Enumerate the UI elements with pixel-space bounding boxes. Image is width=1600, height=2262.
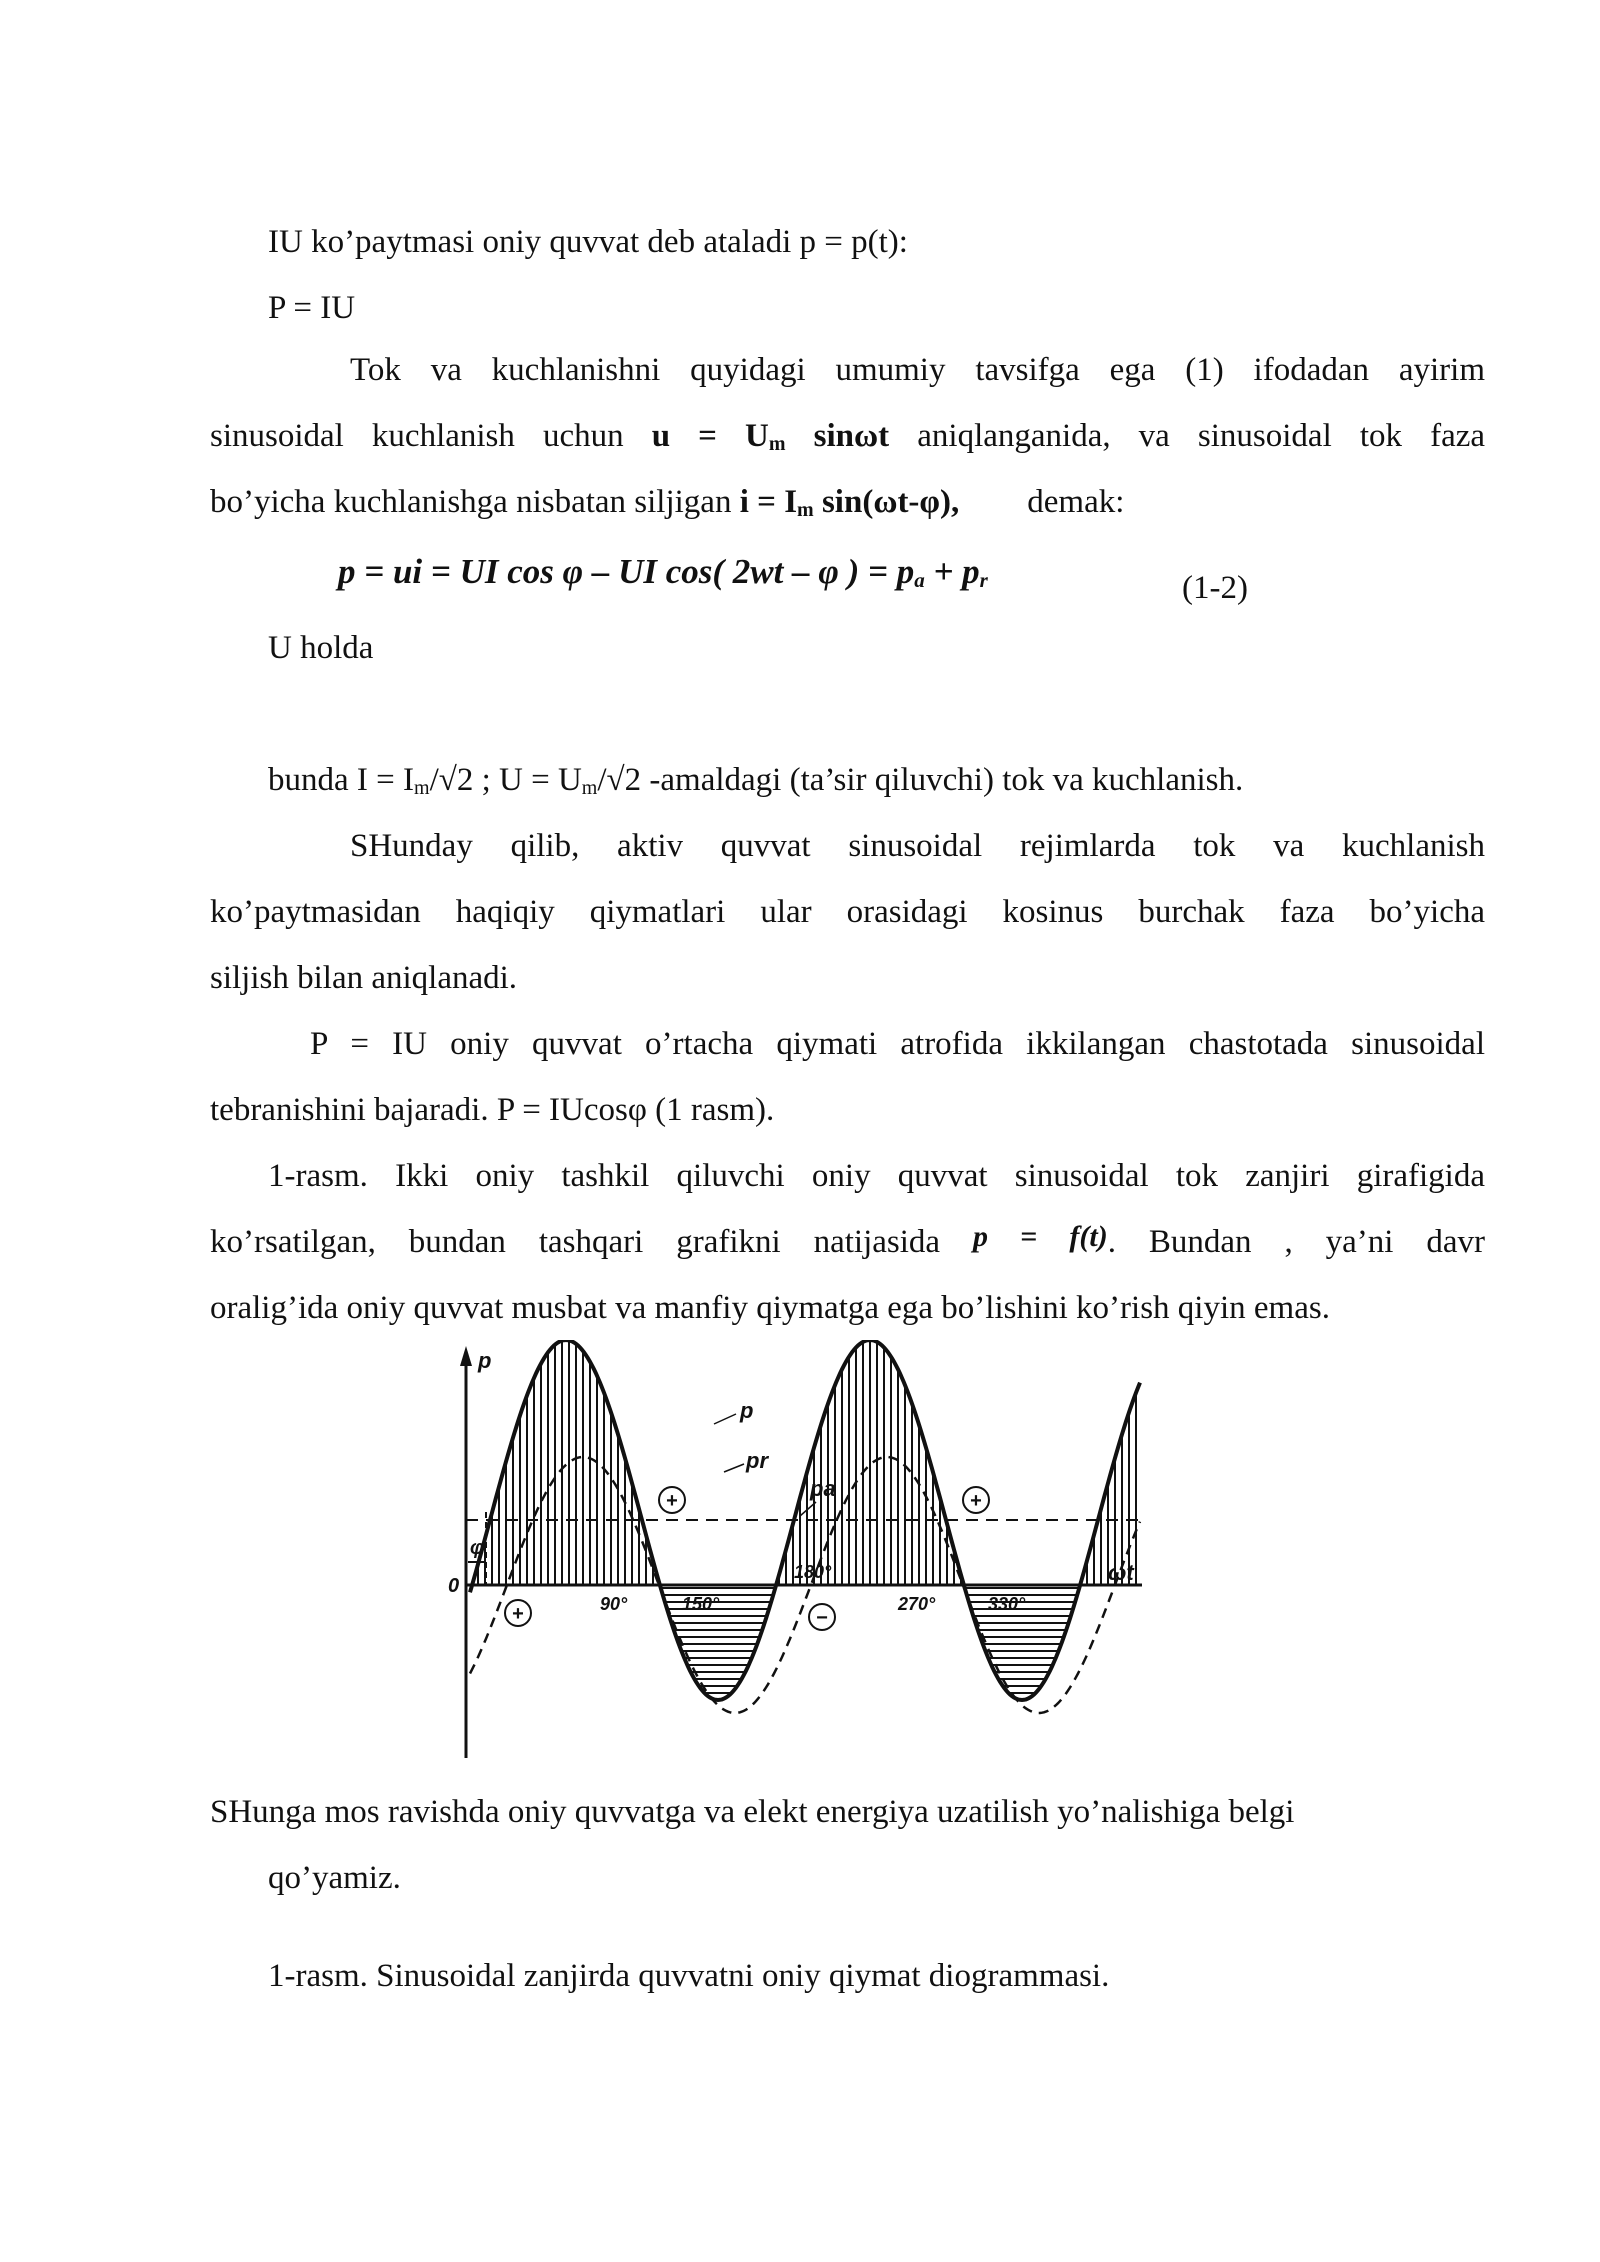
positive-power-area [470, 1340, 1140, 1585]
paragraph-3-line-2: tebranishini bajaradi. P = IUcosφ (1 rasm). [210, 1092, 775, 1128]
leader-pr [724, 1464, 744, 1472]
negative-power-area [470, 1585, 1140, 1700]
figure-caption: 1-rasm. Sinusoidal zanjirda quvvatni oniy qiymat diogrammasi. [268, 1958, 1110, 1994]
label-p-axis: p [478, 1348, 492, 1373]
text-after-figure-1: SHunga mos ravishda oniy quvvatga va elekt energiya uzatilish yo’nalishiga belgi [210, 1794, 1295, 1830]
text-after-figure-2: qo’yamiz. [268, 1860, 401, 1896]
svg-text:−: − [816, 1607, 828, 1629]
paragraph-2-line-1: SHunday qilib, aktiv quvvat sinusoidal rejimlarda tok va kuchlanish [350, 828, 1485, 864]
label-pr: pr [746, 1448, 768, 1473]
leader-p [714, 1414, 736, 1424]
label-wt: ωt [1108, 1560, 1134, 1585]
label-pa: pa [810, 1476, 836, 1501]
paragraph-2-line-3: siljish bilan aniqlanadi. [210, 960, 518, 996]
tick-150: 150° [682, 1594, 720, 1614]
paragraph-4-line-2: ko’rsatilgan, bundan tashqari grafikni natijasida p = f(t). Bundan , ya’ni davr [210, 1220, 1485, 1260]
text-line-2: P = IU [268, 290, 356, 326]
text-bunda: bunda $I = I_m/√2$ ; $U = U_m/√2$ -amaldagi (ta’sir qiluvchi) tok va kuchlanish. [268, 762, 1244, 799]
tick-90: 90° [600, 1594, 628, 1614]
paragraph-4-line-1: 1-rasm. Ikki oniy tashkil qiluvchi oniy quvvat sinusoidal tok zanjiri girafigida [268, 1158, 1485, 1194]
plus-sign-1 [659, 1487, 685, 1513]
text-line-1: IU ko’paytmasi oniy quvvat deb ataladi p = p(t): [268, 224, 908, 260]
plus-sign-3 [505, 1600, 531, 1626]
svg-text:+: + [666, 1490, 678, 1512]
paragraph-2-line-2: ko’paytmasidan haqiqiy qiymatlari ular orasidagi kosinus burchak faza bo’yicha [210, 894, 1485, 930]
paragraph-1-line-3: bo’yicha kuchlanishga nisbatan siljigan $i = I_m$ sin(ωt-φ), demak: [210, 484, 1125, 521]
paragraph-1-line-2: sinusoidal kuchlanish uchun $u = U_m$ sinωt aniqlanganida, va sinusoidal tok faza [210, 418, 1486, 455]
tick-330: 330° [988, 1594, 1026, 1614]
power-diagram-figure [440, 1340, 1160, 1780]
paragraph-4-line-3: oralig’ida oniy quvvat musbat va manfiy qiymatga ega bo’lishini ko’rish qiyin emas. [210, 1290, 1330, 1326]
y-axis-arrow [460, 1346, 472, 1366]
svg-text:+: + [512, 1603, 524, 1625]
equation-1-2: p = ui = UI cos φ – UI cos( 2wt – φ ) = $p_a + p_r$ [338, 552, 988, 592]
paragraph-3-line-1: P = IU oniy quvvat o’rtacha qiymati atrofida ikkilangan chastotada sinusoidal [310, 1026, 1485, 1062]
plus-sign-2 [963, 1487, 989, 1513]
minus-sign [809, 1604, 835, 1630]
label-p-curve: p [740, 1398, 754, 1423]
paragraph-1-line-1: Tok va kuchlanishni quyidagi umumiy tavsifga ega (1) ifodadan ayirim [350, 352, 1485, 388]
tick-270: 270° [898, 1594, 936, 1614]
label-zero: 0 [448, 1575, 460, 1597]
equation-number: (1-2) [1182, 570, 1248, 606]
tick-180: 180° [794, 1562, 832, 1582]
svg-text:+: + [970, 1490, 982, 1512]
label-phi: φ [470, 1537, 485, 1559]
text-u-holda: U holda [268, 630, 374, 666]
